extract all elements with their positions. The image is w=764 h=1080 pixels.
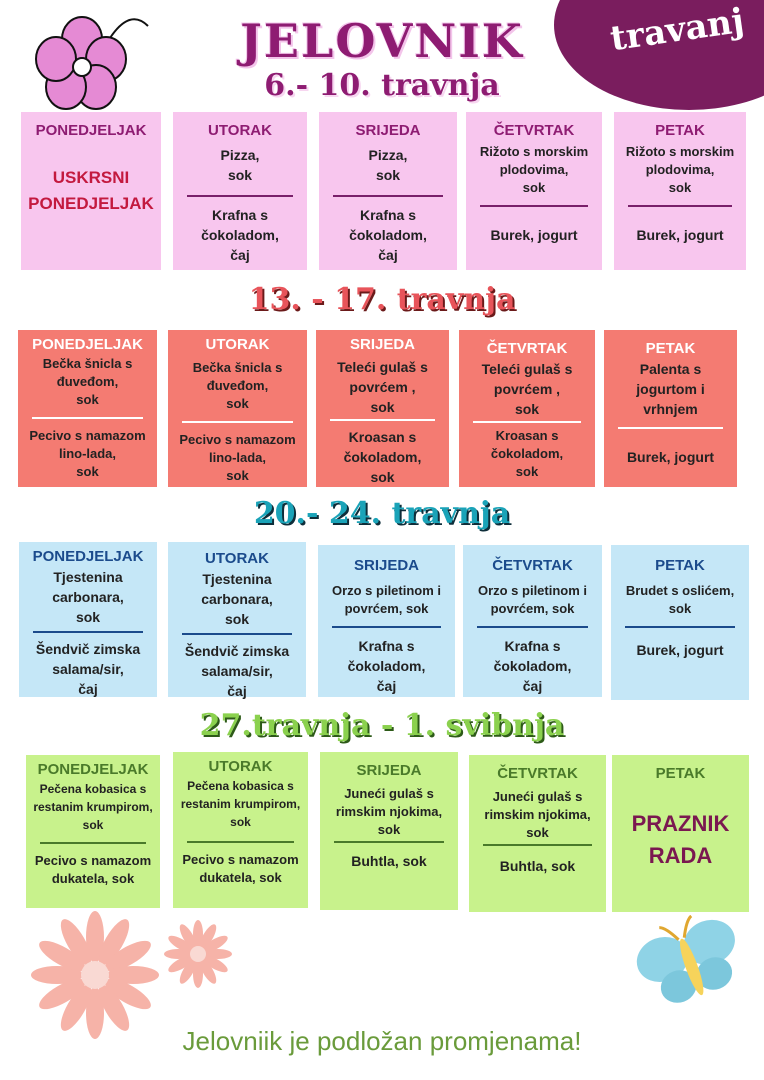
week-1-title: 6.- 10. travnja [264,68,500,103]
week-1-wednesday-card [319,112,457,270]
daisy-large-icon [30,910,160,1040]
week-4-title: 27.travnja - 1. svibnja [199,708,565,743]
meal-2: Buhtla, sok [351,853,427,869]
meal-2: Buhtla, sok [499,858,576,874]
meal-2: Krafna s čokoladom, čaj [347,638,426,694]
meal-2: Krafna s čokoladom, čaj [201,207,279,263]
week-1-friday-card [614,112,746,270]
divider [333,195,443,197]
divider [625,626,735,628]
meal-1: Pečena kobasica s restanim krumpirom, sok [180,779,301,829]
month-badge-label: travanj [607,0,747,60]
divider [187,841,294,843]
meal-2: Pecivo s namazom dukatela, sok [34,853,152,886]
day-label: PETAK [655,122,705,139]
week-4-thursday-card [469,755,606,912]
day-label: SRIJEDA [355,122,421,139]
day-label: UTORAK [208,122,272,139]
week-2-wednesday-card [316,330,449,487]
week-4-friday-card [612,755,749,912]
meal-1: Orzo s piletinom i povrćem, sok [477,583,588,616]
divider [477,626,588,628]
meal-2: Krafna s čokoladom, čaj [349,207,427,263]
divider [40,842,146,844]
meal-2: Burek, jogurt [490,227,578,243]
divider [187,195,293,197]
divider [33,631,143,633]
meal-1: Juneći gulaš s rimskim njokima, sok [484,789,591,840]
divider [618,427,723,429]
day-label: UTORAK [205,550,269,567]
meal-1: Brudet s oslićem, sok [625,583,735,616]
meal-1: Bečka šnicla s đuveđom, sok [42,356,133,407]
week-1-monday-card [21,112,161,270]
day-label: ČETVRTAK [486,340,568,357]
meal-1: Pizza, sok [220,147,260,183]
meal-1: Teleći gulaš s povrćem , sok [337,359,428,415]
week-3-title: 20.- 24. travnja [253,496,511,531]
week-4-monday-card [26,755,160,908]
day-label: UTORAK [205,336,270,353]
meal-2: Pecivo s namazom dukatela, sok [182,852,299,885]
week-4-wednesday-card [320,752,458,910]
week-1-tuesday-card [173,112,307,270]
meal-2: Kroasan s čokoladom, sok [490,428,564,479]
week-1-thursday-card [466,112,602,270]
week-2-friday-card [604,330,737,487]
butterfly-icon [636,915,746,1015]
meal-1: Bečka šnicla s đuveđom, sok [192,360,283,411]
day-label: PONEDJELJAK [32,336,143,353]
meal-2: Burek, jogurt [626,449,715,465]
meal-2: Burek, jogurt [636,642,724,658]
page-title: JELOVNIK [240,14,524,68]
day-label: PETAK [645,340,696,357]
meal-1: Juneći gulaš s rimskim njokima, sok [335,786,443,837]
week-3-wednesday-card [318,545,455,697]
meal-2: Pecivo s namazom lino-lada, sok [179,432,296,483]
week-4-tuesday-card [173,752,308,908]
day-label: PETAK [655,765,706,782]
week-2-tuesday-card [168,330,307,487]
meal-2: Pecivo s namazom lino-lada, sok [29,428,146,479]
divider [330,419,435,421]
meal-1: Tjestenina carbonara, sok [201,571,273,627]
day-label: PONEDJELJAK [35,122,147,139]
meal-1: Orzo s piletinom i povrćem, sok [331,583,442,616]
divider [182,421,293,423]
day-label: SRIJEDA [356,762,422,779]
week-3-friday-card [611,545,749,700]
divider [32,417,143,419]
day-label: PETAK [655,557,705,574]
meal-1: Rižoto s morskim plodovima, sok [625,144,735,195]
week-2-monday-card [18,330,157,487]
holiday-text: PRAZNIK RADA [631,811,730,868]
divider [483,844,592,846]
week-3-tuesday-card [168,542,306,697]
week-2-title: 13. - 17. travnja [248,282,516,317]
daisy-small-icon [162,918,234,990]
divider [628,205,732,207]
meal-1: Tjestenina carbonara, sok [52,569,124,625]
meal-2: Šendvič zimska salama/sir, čaj [184,643,290,699]
day-label: PONEDJELJAK [32,548,144,565]
day-label: ČETVRTAK [493,122,575,139]
disclaimer-text: Jelovniik je podložan promjenama! [182,1026,582,1056]
meal-1: Palenta s jogurtom i vrhnjem [636,361,705,417]
week-3-monday-card [19,542,157,697]
divider [334,841,444,843]
day-label: PONEDJELJAK [37,761,149,778]
day-label: ČETVRTAK [497,765,578,782]
divider [473,421,581,423]
meal-1: Teleći gulaš s povrćem , sok [481,361,573,417]
day-label: SRIJEDA [353,557,420,574]
divider [182,633,292,635]
meal-2: Šendvič zimska salama/sir, čaj [35,641,141,697]
meal-2: Burek, jogurt [636,227,724,243]
divider [480,205,588,207]
meal-2: Krafna s čokoladom, čaj [493,638,572,694]
meal-1: Pizza, sok [368,147,408,183]
week-3-thursday-card [463,545,602,697]
day-label: UTORAK [208,758,273,775]
day-label: SRIJEDA [349,336,416,353]
day-label: ČETVRTAK [492,557,573,574]
holiday-text: USKRSNI PONEDJELJAK [28,168,154,213]
meal-1: Pečena kobasica s restanim krumpirom, sok [33,782,153,832]
week-2-thursday-card [459,330,595,487]
meal-1: Rižoto s morskim plodovima, sok [479,144,589,195]
meal-2: Kroasan s čokoladom, sok [343,429,422,485]
divider [332,626,441,628]
